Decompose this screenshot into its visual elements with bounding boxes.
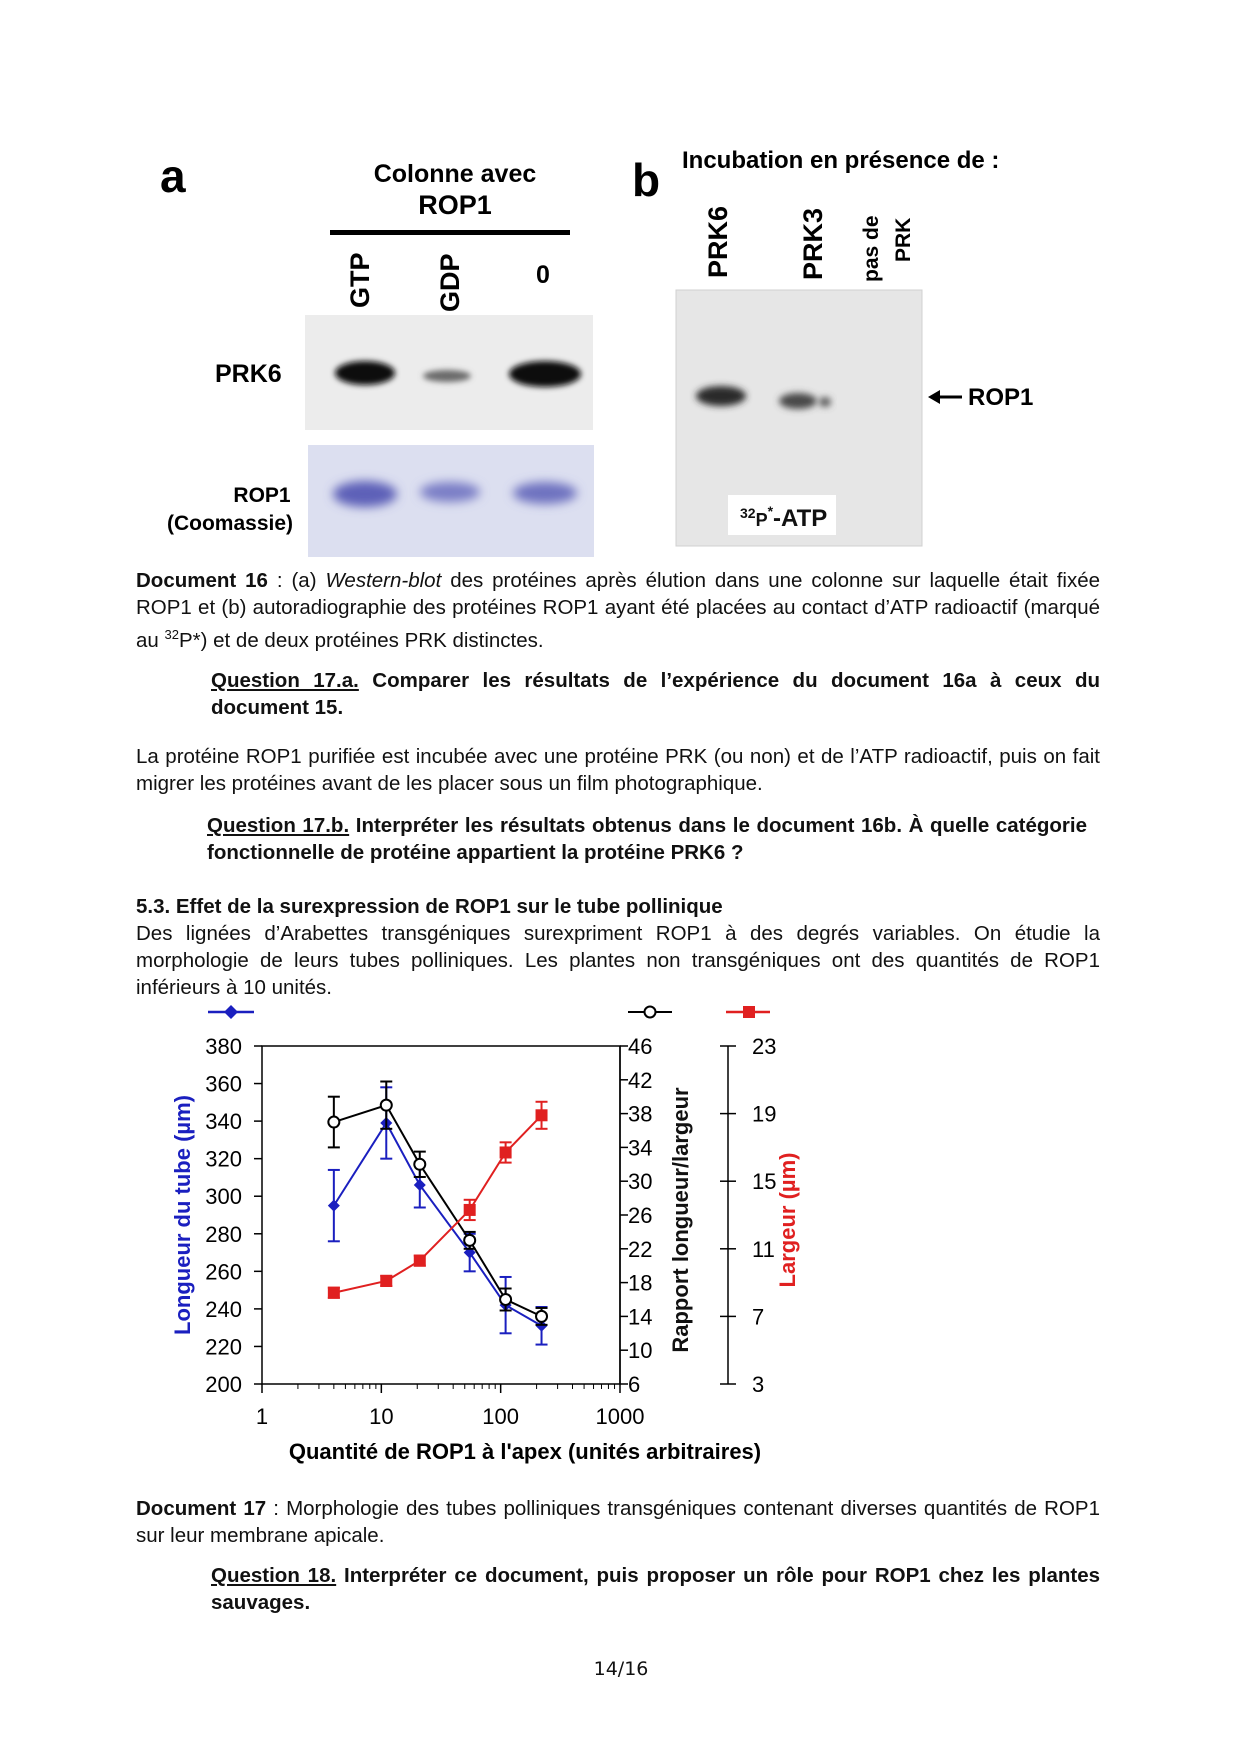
y-tick-label: 14	[628, 1304, 653, 1330]
legend-ratio	[628, 1007, 672, 1018]
x-tick-label: 1000	[595, 1404, 645, 1429]
column-title-line1: Colonne avec	[373, 160, 537, 188]
panel-letter-a: a	[160, 150, 186, 202]
lane-label-gdp: GDP	[435, 253, 465, 312]
doc17-caption: Document 17 : Morphologie des tubes polliniques transgéniques contenant diverses quantités de ROP1 sur leur membrane apicale.	[136, 1497, 1100, 1547]
column-bar	[330, 230, 570, 235]
y-tick-label: 7	[752, 1304, 765, 1330]
y-tick-label: 34	[628, 1135, 653, 1161]
question-18: Question 18. Interpréter ce document, puis proposer un rôle pour ROP1 chez les plantes sauvages.	[211, 1564, 1100, 1614]
lane-label-no-prk-1: pas de	[860, 215, 883, 282]
coomassie-band-gtp	[333, 481, 397, 507]
page-number: 14/16	[593, 1658, 649, 1680]
row-label-prk6: PRK6	[215, 360, 282, 388]
section-heading-5-3: 5.3. Effet de la surexpression de ROP1 sur le tube pollinique	[136, 895, 723, 918]
question-18-label: Question 18.	[211, 1564, 337, 1587]
section-5-3-text: Des lignées d’Arabettes transgéniques surexpriment ROP1 à des degrés variables. On étudie la morphologie de leurs tubes polliniques. Les plantes non transgéniques ont des quantités de ROP1 inférieurs à 10 unités.	[136, 922, 1100, 999]
y-tick-label: 340	[205, 1109, 242, 1135]
y-tick-label: 42	[628, 1067, 653, 1093]
band-prk3	[779, 393, 817, 409]
lane-label-prk6: PRK6	[703, 205, 733, 278]
data-point	[414, 1159, 425, 1170]
y-axis-label-ratio: Rapport longueur/largeur	[668, 1087, 693, 1353]
figure-16a	[0, 0, 620, 570]
legend-length	[208, 1005, 254, 1019]
row-label-rop1: ROP1	[233, 484, 291, 507]
band-zero	[509, 361, 581, 387]
lane-label-zero: 0	[536, 261, 550, 289]
chart-document-17	[0, 990, 1242, 1480]
coomassie-band-gdp	[420, 482, 480, 502]
y-tick-label: 200	[205, 1372, 242, 1397]
band-prk6	[696, 386, 746, 406]
band-prk3-small	[819, 397, 831, 407]
x-tick-label: 100	[482, 1404, 520, 1429]
lane-label-prk3: PRK3	[798, 207, 828, 280]
band-gtp	[335, 361, 395, 385]
legend-width	[726, 1006, 770, 1018]
band-gdp	[423, 370, 471, 382]
y-axis-label-width: Largeur (µm)	[775, 1152, 800, 1288]
y-tick-label: 26	[628, 1203, 653, 1228]
y-tick-label: 15	[752, 1169, 777, 1195]
question-17a: Question 17.a. Comparer les résultats de l’expérience du document 16a à ceux du document 15.	[211, 669, 1100, 719]
doc16-caption: Document 16 : (a) Western-blot des protéines après élution dans une colonne sur laquelle était fixée ROP1 et (b) autoradiographie des protéines ROP1 ayant été placées au contact d’ATP radioactif (marqué au $^{32}$P*) et de deux protéines PRK distinctes.	[136, 569, 1101, 652]
x-axis-label: Quantité de ROP1 à l'apex (unités arbitraires)	[288, 1439, 762, 1464]
rop1-incubation-paragraph: La protéine ROP1 purifiée est incubée avec une protéine PRK (ou non) et de l’ATP radioactif, puis on fait migrer les protéines avant de les placer sous un film photographique.	[136, 745, 1100, 795]
arrow-left-icon	[928, 390, 962, 404]
question-17b: Question 17.b. Interpréter les résultats obtenus dans le document 16b. À quelle catégorie fonctionnelle de protéine appartient la protéine PRK6 ?	[207, 814, 1088, 864]
x-tick-label: 10	[369, 1404, 394, 1429]
x-tick-label: 1	[255, 1404, 269, 1429]
y-tick-label: 360	[205, 1071, 242, 1097]
y-tick-label: 10	[628, 1338, 653, 1364]
question-17a-label: Question 17.a.	[211, 669, 359, 692]
data-point	[328, 1200, 340, 1212]
data-point	[380, 1275, 392, 1287]
doc17-label: Document 17	[136, 1497, 267, 1520]
y-tick-label: 19	[752, 1101, 777, 1127]
lane-label-gtp: GTP	[345, 252, 375, 308]
lane-label-no-prk-2: PRK	[892, 217, 915, 262]
row-label-coomassie: (Coomassie)	[166, 512, 294, 535]
atp-label: 32P*-ATP	[740, 503, 828, 532]
panel-letter-b: b	[632, 154, 661, 206]
data-point	[500, 1294, 511, 1305]
data-point	[464, 1204, 476, 1216]
data-point	[381, 1100, 392, 1111]
y-tick-label: 11	[752, 1236, 775, 1262]
coomassie-band-zero	[513, 482, 577, 504]
data-point	[414, 1255, 426, 1267]
arrow-label-rop1: ROP1	[968, 384, 1034, 411]
y-tick-label: 22	[628, 1236, 653, 1262]
y-tick-label: 18	[628, 1270, 653, 1296]
doc16-label: Document 16	[136, 569, 268, 592]
y-axis-label-length: Longueur du tube (µm)	[170, 1095, 195, 1335]
data-point	[328, 1287, 340, 1299]
y-tick-label: 46	[628, 1034, 653, 1059]
western-blot-term: Western-blot	[325, 569, 442, 592]
y-tick-label: 240	[205, 1296, 242, 1322]
y-tick-label: 300	[205, 1184, 242, 1210]
data-point	[500, 1146, 512, 1158]
y-tick-label: 38	[628, 1101, 653, 1127]
y-tick-label: 23	[752, 1034, 777, 1059]
y-tick-label: 380	[205, 1034, 242, 1059]
data-point	[536, 1109, 548, 1121]
y-tick-label: 30	[628, 1169, 653, 1195]
y-tick-label: 220	[205, 1334, 242, 1360]
data-point	[464, 1235, 475, 1246]
y-tick-label: 6	[628, 1372, 641, 1397]
figure-16b	[620, 0, 1242, 570]
y-tick-label: 260	[205, 1259, 242, 1285]
data-point	[328, 1117, 339, 1128]
y-tick-label: 3	[752, 1372, 765, 1397]
data-point	[536, 1311, 547, 1322]
y-tick-label: 280	[205, 1221, 242, 1247]
column-title-line2: ROP1	[418, 190, 492, 220]
incubation-title: Incubation en présence de :	[682, 147, 1000, 174]
question-17b-label: Question 17.b.	[207, 814, 350, 837]
y-tick-label: 320	[205, 1146, 242, 1172]
